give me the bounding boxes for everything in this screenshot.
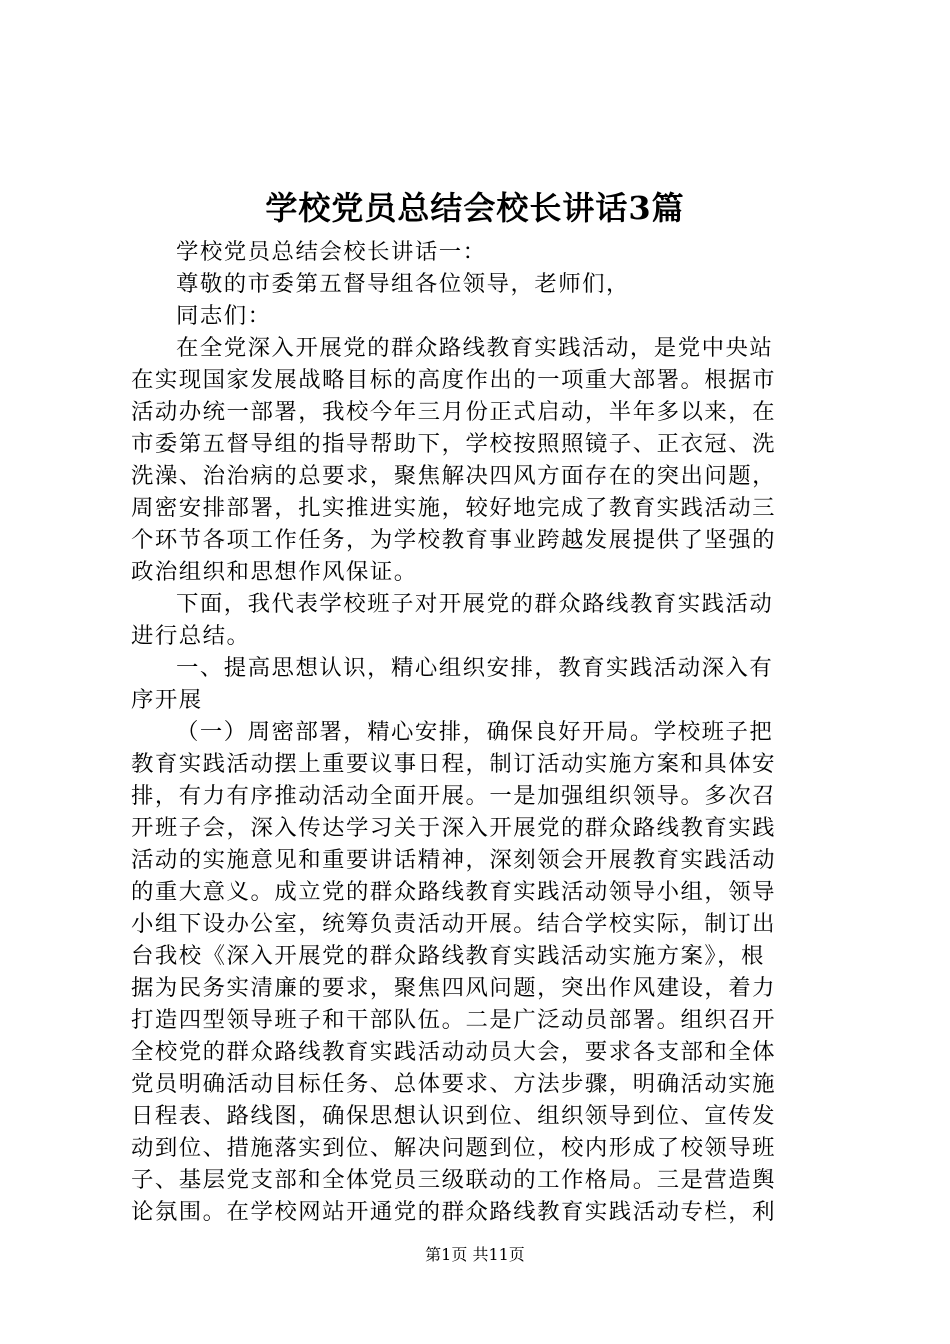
document-title: 学校党员总结会校长讲话3篇 <box>265 189 685 227</box>
text-line: 活动的实施意见和重要讲话精神，深刻领会开展教育实践活动 <box>131 847 777 873</box>
text-line: 打造四型领导班子和干部队伍。二是广泛动员部署。组织召开 <box>131 1007 777 1033</box>
text-line: （一）周密部署，精心安排，确保良好开局。学校班子把 <box>176 719 774 745</box>
text-line: 在全党深入开展党的群众路线教育实践活动，是党中央站 <box>176 335 774 361</box>
document-body <box>131 236 831 1228</box>
text-line: 在实现国家发展战略目标的高度作出的一项重大部署。根据市 <box>131 367 777 393</box>
text-line: 子、基层党支部和全体党员三级联动的工作格局。三是营造舆 <box>131 1167 777 1193</box>
text-line: 活动办统一部署，我校今年三月份正式启动，半年多以来，在 <box>131 399 777 425</box>
text-line: 论氛围。在学校网站开通党的群众路线教育实践活动专栏，利 <box>131 1199 777 1225</box>
text-line: 排，有力有序推动活动全面开展。一是加强组织领导。多次召 <box>131 783 777 809</box>
text-line: 教育实践活动摆上重要议事日程，制订活动实施方案和具体安 <box>131 751 777 777</box>
text-line: 进行总结。 <box>131 623 251 649</box>
text-line: 政治组织和思想作风保证。 <box>131 559 418 585</box>
text-line: 周密安排部署，扎实推进实施，较好地完成了教育实践活动三 <box>131 495 777 521</box>
text-line: 开班子会，深入传达学习关于深入开展党的群众路线教育实践 <box>131 815 777 841</box>
text-line: 下面，我代表学校班子对开展党的群众路线教育实践活动 <box>176 591 774 617</box>
text-line: 据为民务实清廉的要求，聚焦四风问题，突出作风建设，着力 <box>131 975 777 1001</box>
page-footer: 第1页 共11页 <box>425 1245 525 1264</box>
text-line: 的重大意义。成立党的群众路线教育实践活动领导小组，领导 <box>131 879 777 905</box>
text-line: 洗澡、治治病的总要求，聚焦解决四风方面存在的突出问题， <box>131 463 777 489</box>
text-line: 党员明确活动目标任务、总体要求、方法步骤，明确活动实施 <box>131 1071 777 1097</box>
text-line: 全校党的群众路线教育实践活动动员大会，要求各支部和全体 <box>131 1039 777 1065</box>
text-line: 学校党员总结会校长讲话一： <box>176 239 487 265</box>
text-line: 尊敬的市委第五督导组各位领导，老师们， <box>176 271 630 297</box>
text-line: 台我校《深入开展党的群众路线教育实践活动实施方案》，根 <box>131 943 765 969</box>
text-line: 序开展 <box>131 687 203 713</box>
text-line: 一、提高思想认识，精心组织安排，教育实践活动深入有 <box>176 655 774 681</box>
text-line: 个环节各项工作任务，为学校教育事业跨越发展提供了坚强的 <box>131 527 777 553</box>
text-line: 同志们： <box>176 303 272 329</box>
text-line: 市委第五督导组的指导帮助下，学校按照照镜子、正衣冠、洗 <box>131 431 777 457</box>
text-line: 小组下设办公室，统筹负责活动开展。结合学校实际，制订出 <box>131 911 777 937</box>
text-line: 动到位、措施落实到位、解决问题到位，校内形成了校领导班 <box>131 1135 777 1161</box>
text-line: 日程表、路线图，确保思想认识到位、组织领导到位、宣传发 <box>131 1103 777 1129</box>
